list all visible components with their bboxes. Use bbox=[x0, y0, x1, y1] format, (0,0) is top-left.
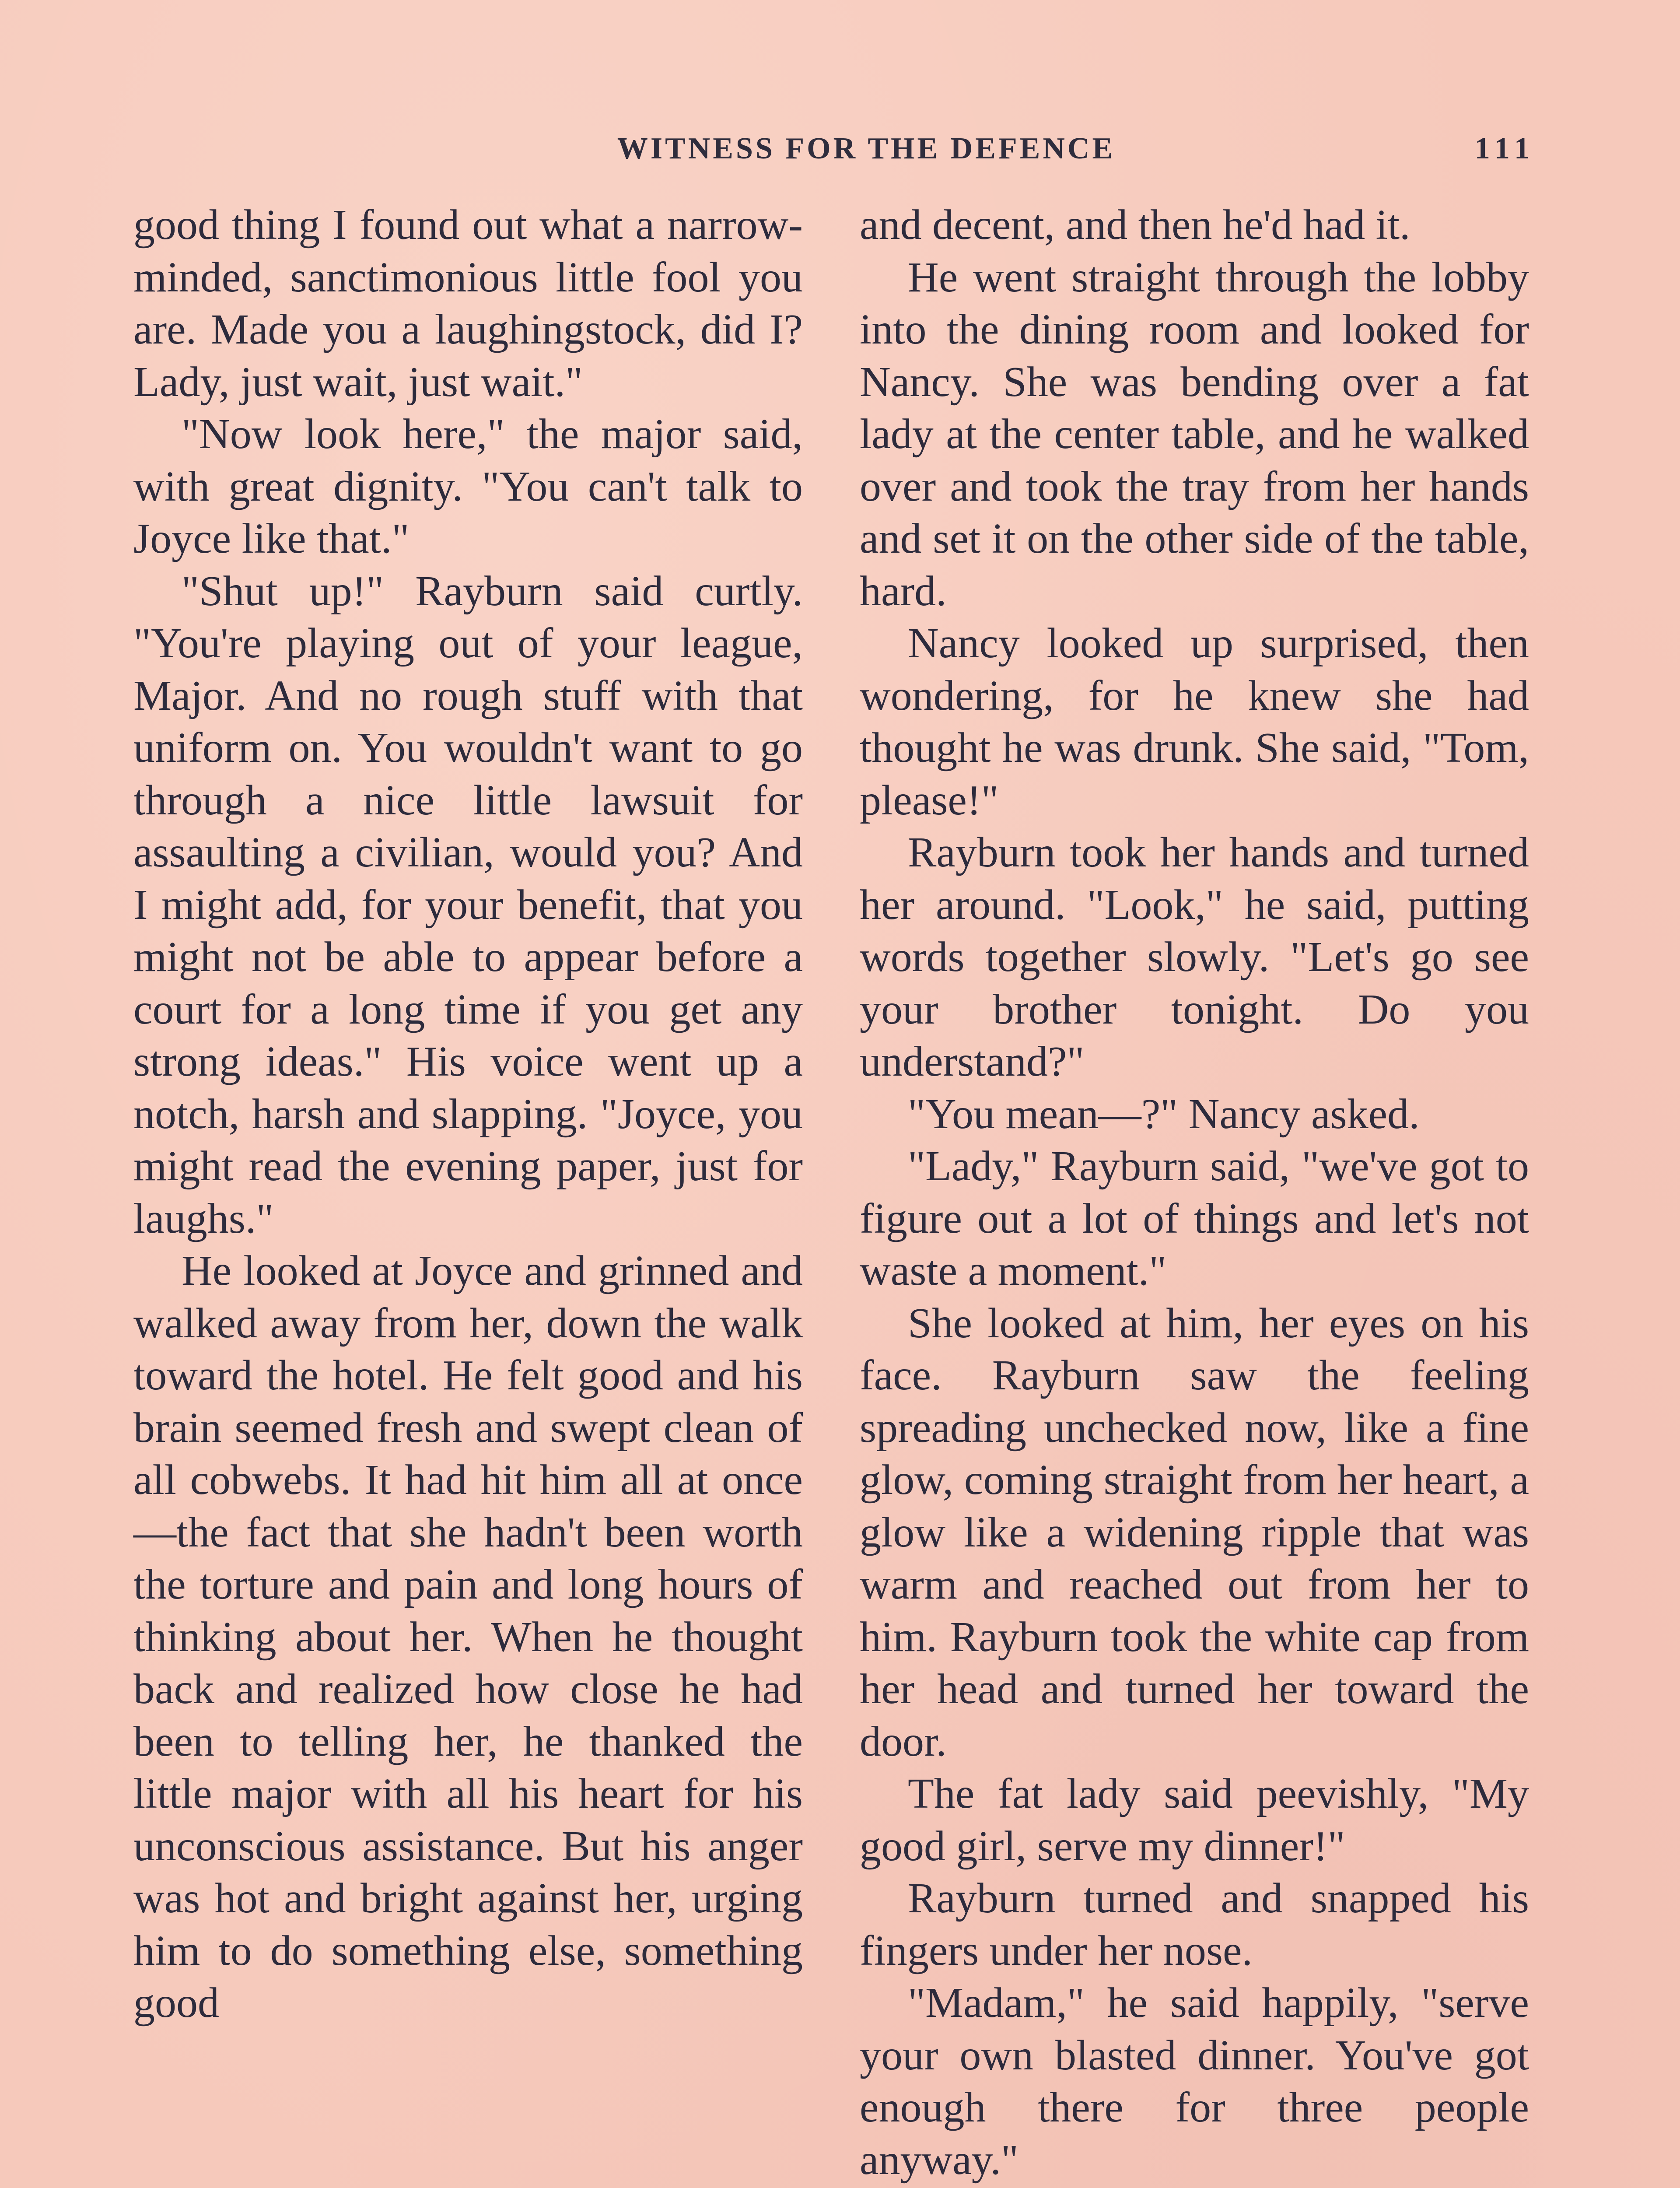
paragraph: "You mean—?" Nancy asked. bbox=[908, 1090, 1420, 1138]
paragraph: Nancy looked up surprised, then wondering, for he knew she had thought he was drunk. She said, "Tom, please!" bbox=[860, 620, 1529, 824]
paragraph: Rayburn turned and snapped his fingers under her nose. bbox=[860, 1875, 1529, 1974]
paragraph: "Madam," he said happily, "serve your own blasted dinner. You've got enough there for three people anyway." bbox=[860, 1979, 1529, 2184]
paragraph: "Now look here," the major said, with great dignity. "You can't talk to Joyce like that." bbox=[133, 410, 803, 562]
paragraph: He went straight through the lobby into the dining room and looked for Nancy. She was bending over a fat lady at the center table, and he walked over and took the tray from her hands and set it on the other side of the table, hard. bbox=[860, 253, 1529, 615]
right-text-column bbox=[860, 199, 1529, 2186]
paragraph: He looked at Joyce and grinned and walked away from her, down the walk toward the hotel. He felt good and his brain seemed fresh and swept clean of all cobwebs. It had hit him all at once—the fact that she hadn't been worth the torture and pain and long hours of thinking about her. When he thought back and realized how close he had been to telling her, he thanked the little major with all his heart for his unconscious assistance. But his anger was hot and bright against her, urging him to do something else, something good bbox=[133, 1247, 803, 2027]
paragraph: and decent, and then he'd had it. bbox=[860, 201, 1410, 249]
left-text-column bbox=[133, 199, 803, 2030]
running-head-title: WITNESS FOR THE DEFENCE bbox=[617, 132, 1116, 165]
paragraph: The fat lady said peevishly, "My good girl, serve my dinner!" bbox=[860, 1770, 1529, 1870]
paragraph: good thing I found out what a narrow-minded, sanctimonious little fool you are. Made you a laughingstock, did I? Lady, just wait, just wait." bbox=[133, 201, 803, 406]
paragraph: "Shut up!" Rayburn said curtly. "You're playing out of your league, Major. And no rough stuff with that uniform on. You wouldn't want to go through a nice little lawsuit for assaulting a civilian, would you? And I might add, for your benefit, that you might not be able to appear before a court for a long time if you get any strong ideas." His voice went up a notch, harsh and slapping. "Joyce, you might read the evening paper, just for laughs." bbox=[133, 567, 803, 1242]
paragraph: Rayburn took her hands and turned her around. "Look," he said, putting words together slowly. "Let's go see your brother tonight. Do you understand?" bbox=[860, 829, 1529, 1085]
paragraph: "Lady," Rayburn said, "we've got to figure out a lot of things and let's not waste a moment." bbox=[860, 1143, 1529, 1294]
paragraph: She looked at him, her eyes on his face. Rayburn saw the feeling spreading unchecked now, like a fine glow, coming straight from her heart, a glow like a widening ripple that was warm and reached out from her to him. Rayburn took the white cap from her head and turned her toward the door. bbox=[860, 1299, 1529, 1765]
page-number: 111 bbox=[1474, 132, 1536, 165]
